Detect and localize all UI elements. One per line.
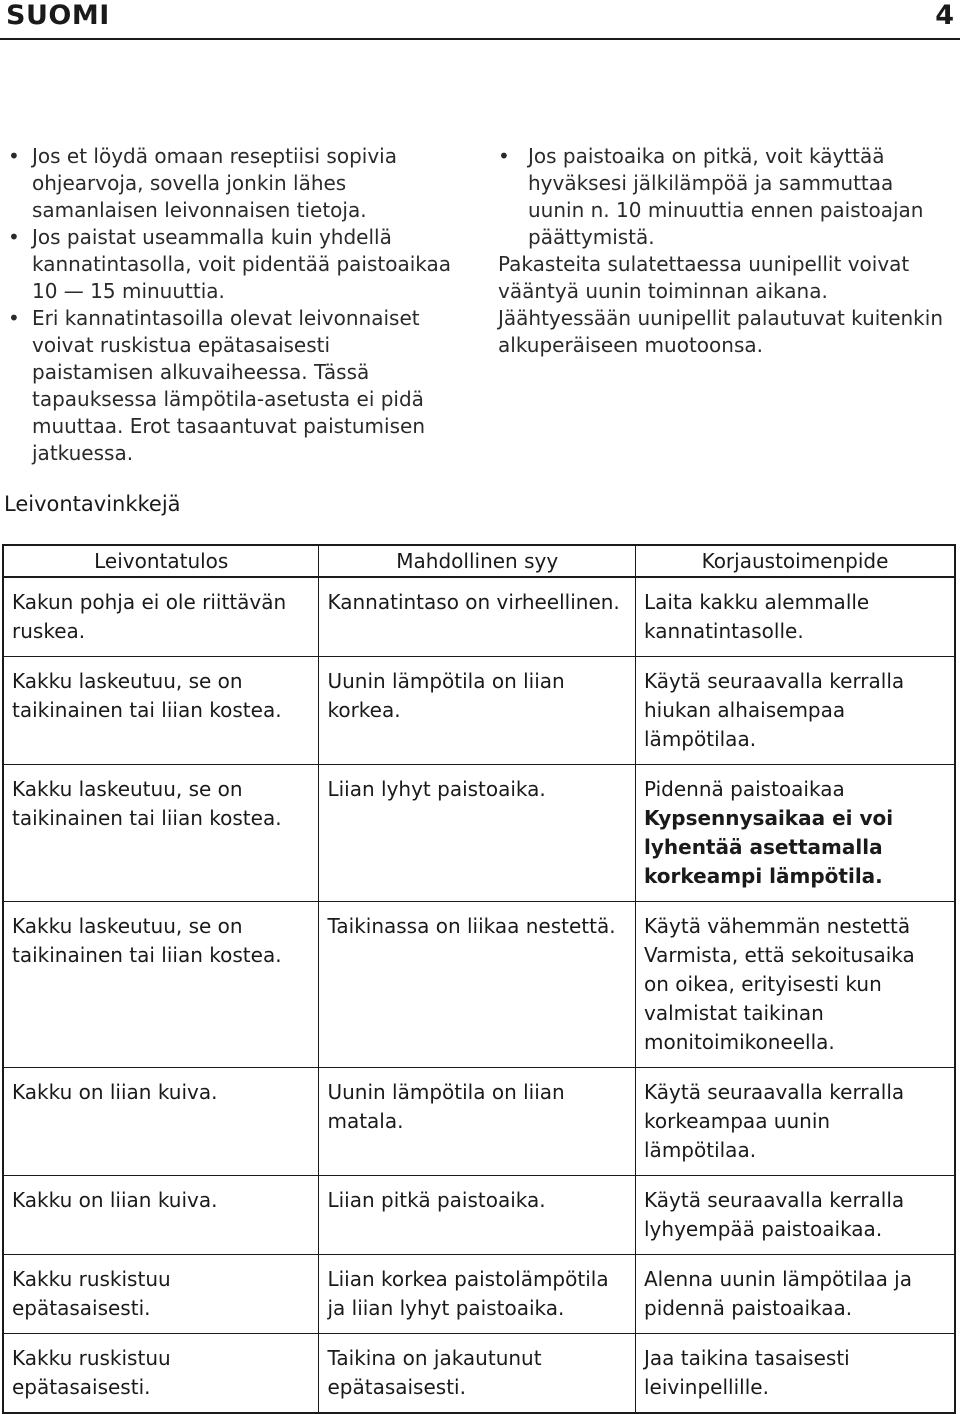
page-header (0, 0, 960, 42)
cause-cell: Kannatintaso on virheellinen. (319, 577, 636, 657)
frozen-food-note: Pakasteita sulatettaessa uunipellit voivat vääntyä uunin toiminnan aikana. Jäähtyessään uunipellit palautuvat kuitenkin alkuperäiseen muotoonsa. (498, 252, 943, 357)
action-text: Käytä seuraavalla kerralla hiukan alhaisempaa lämpötilaa. (644, 669, 905, 751)
action-cell (636, 1068, 956, 1176)
action-cell (636, 577, 956, 657)
table-row (3, 902, 955, 1068)
table-row (3, 1334, 955, 1414)
header-rule (0, 38, 960, 40)
table-row (3, 657, 955, 765)
tips-heading: Leivontavinkkejä (4, 492, 181, 516)
bullet-item: • Jos et löydä omaan reseptiisi sopivia ohjearvoja, sovella jonkin lähes samanlaisen leivonnaisen tietoja. (8, 143, 453, 224)
result-cell: Kakku ruskistuu epätasaisesti. (3, 1255, 319, 1334)
table-row (3, 577, 955, 657)
bullet-item: • Jos paistat useammalla kuin yhdellä kannatintasolla, voit pidentää paistoaikaa 10 — 15 minuuttia. (8, 224, 453, 305)
section-title: SUOMI (6, 0, 110, 31)
cause-cell: Uunin lämpötila on liian korkea. (319, 657, 636, 765)
cause-cell: Taikinassa on liikaa nestettä. (319, 902, 636, 1068)
action-cell (636, 1255, 956, 1334)
action-cell (636, 1334, 956, 1414)
action-text: Pidennä paistoaikaa (644, 777, 845, 801)
cause-cell: Liian lyhyt paistoaika. (319, 765, 636, 902)
action-text: Laita kakku alemmalle kannatintasolle. (644, 590, 870, 643)
cause-cell: Taikina on jakautunut epätasaisesti. (319, 1334, 636, 1414)
result-cell: Kakku laskeutuu, se on taikinainen tai liian kostea. (3, 902, 319, 1068)
action-emphasis: Kypsennysaikaa ei voi lyhentää asettamalla korkeampi lämpötila. (644, 806, 894, 888)
table-row (3, 765, 955, 902)
cause-cell: Liian pitkä paistoaika. (319, 1176, 636, 1255)
action-text: Käytä seuraavalla kerralla lyhyempää paistoaikaa. (644, 1188, 905, 1241)
cause-cell: Liian korkea paistolämpötila ja liian lyhyt paistoaika. (319, 1255, 636, 1334)
result-cell: Kakku laskeutuu, se on taikinainen tai liian kostea. (3, 765, 319, 902)
result-cell: Kakku ruskistuu epätasaisesti. (3, 1334, 319, 1414)
cause-cell: Uunin lämpötila on liian matala. (319, 1068, 636, 1176)
action-cell (636, 657, 956, 765)
action-text: Jaa taikina tasaisesti leivinpellille. (644, 1346, 850, 1399)
bullet-item: • Jos paistoaika on pitkä, voit käyttää hyväksesi jälkilämpöä ja sammuttaa uunin n. 10 minuuttia ennen paistoajan päättymistä. (498, 143, 948, 251)
baking-tips-table (2, 544, 956, 1414)
page-number: 4 (935, 0, 954, 31)
result-cell: Kakku on liian kuiva. (3, 1176, 319, 1255)
action-text: Käytä vähemmän nestettä Varmista, että sekoitusaika on oikea, erityisesti kun valmistat taikinan monitoimikoneella. (644, 914, 915, 1054)
action-text: Käytä seuraavalla kerralla korkeampaa uunin lämpötilaa. (644, 1080, 905, 1162)
table-row (3, 1255, 955, 1334)
column-header-cause: Mahdollinen syy (319, 545, 636, 577)
left-column (8, 143, 453, 467)
action-cell (636, 1176, 956, 1255)
action-cell (636, 902, 956, 1068)
right-bullet-list (498, 143, 948, 251)
action-cell (636, 765, 956, 902)
right-column (498, 143, 948, 359)
result-cell: Kakun pohja ei ole riittävän ruskea. (3, 577, 319, 657)
result-cell: Kakku laskeutuu, se on taikinainen tai liian kostea. (3, 657, 319, 765)
table-header-row (3, 545, 955, 577)
table-row (3, 1176, 955, 1255)
result-cell: Kakku on liian kuiva. (3, 1068, 319, 1176)
bullet-item: • Eri kannatintasoilla olevat leivonnaiset voivat ruskistua epätasaisesti paistamisen alkuvaiheessa. Tässä tapauksessa lämpötila-asetusta ei pidä muuttaa. Erot tasaantuvat paistumisen jatkuessa. (8, 305, 453, 467)
table-row (3, 1068, 955, 1176)
left-bullet-list (8, 143, 453, 467)
column-header-result: Leivontatulos (3, 545, 319, 577)
action-text: Alenna uunin lämpötilaa ja pidennä paistoaikaa. (644, 1267, 912, 1320)
column-header-action: Korjaustoimenpide (636, 545, 956, 577)
